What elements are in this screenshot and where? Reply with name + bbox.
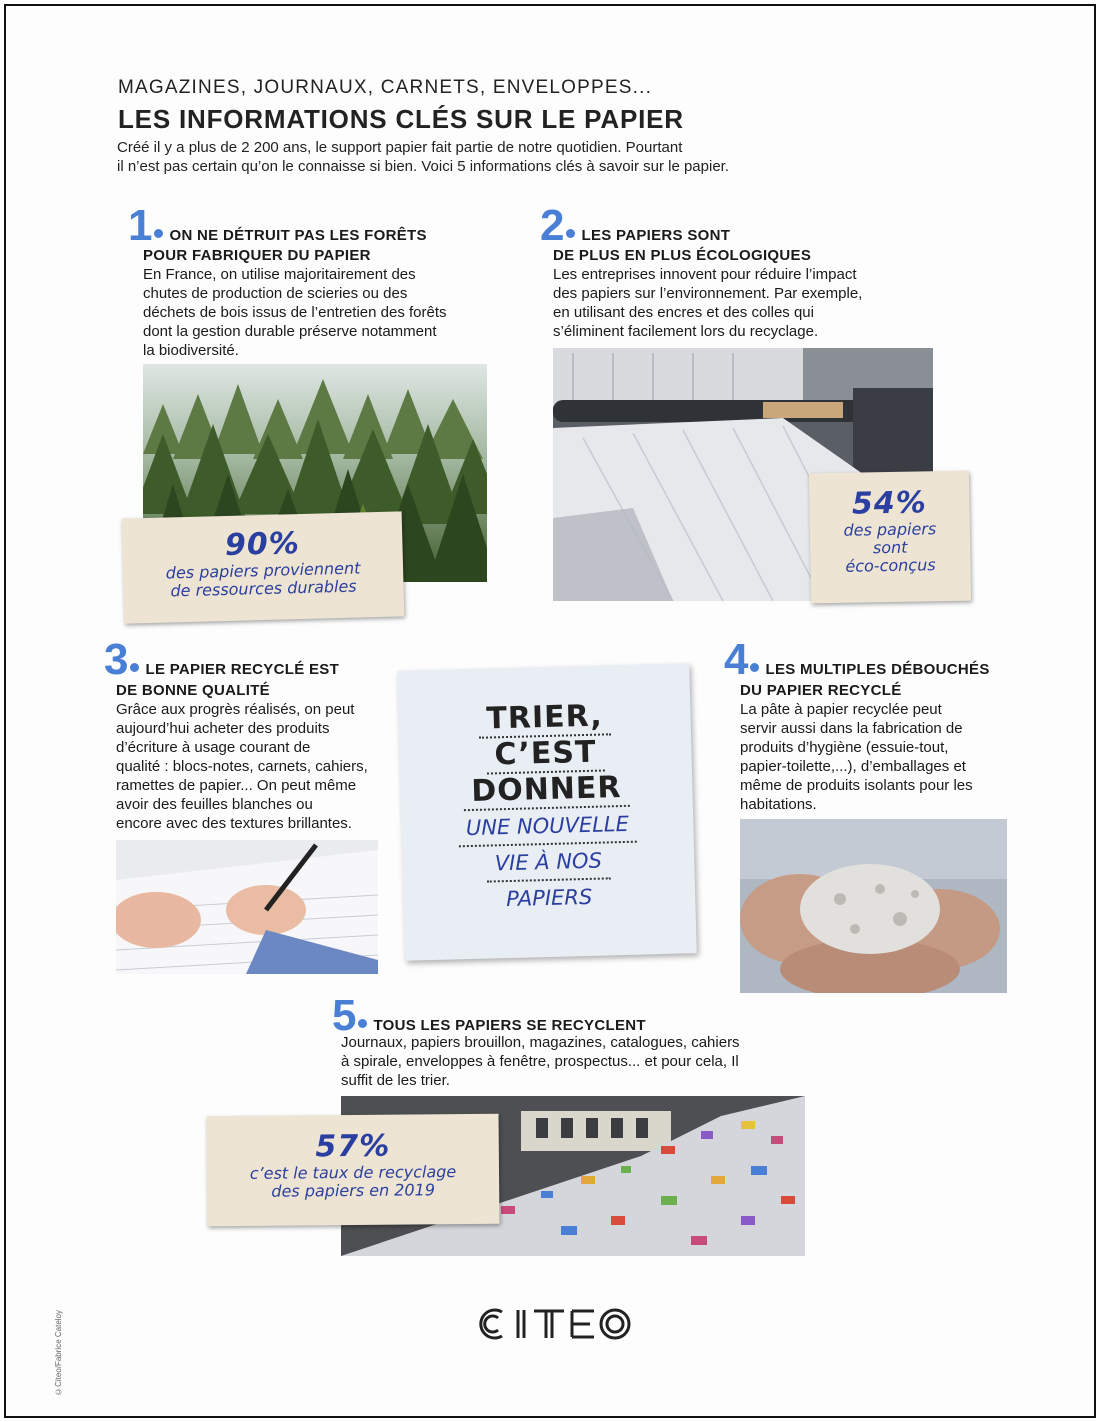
stat-value: 54% [851, 485, 928, 522]
section-2-body [553, 265, 923, 341]
bullet-dot [358, 1019, 367, 1028]
body-line: Les entreprises innovent pour réduire l’impact [553, 266, 857, 283]
body-line: habitations. [740, 796, 817, 813]
body-line: aujourd’hui acheter des produits [116, 720, 330, 737]
section-4-heading [724, 635, 990, 684]
section-heading: TOUS LES PAPIERS SE RECYCLENT [373, 1017, 646, 1034]
body-line: Journaux, papiers brouillon, magazines, catalogues, cahiers [341, 1034, 740, 1051]
section-1-heading [128, 201, 427, 250]
section-5-heading [332, 991, 646, 1040]
body-line: La pâte à papier recyclée peut [740, 701, 942, 718]
stat-text: de ressources durables [170, 576, 357, 601]
body-line: la biodiversité. [143, 342, 239, 359]
writing-photo [116, 840, 378, 974]
body-line: même de produits isolants pour les [740, 777, 973, 794]
stat-note-57 [207, 1114, 500, 1227]
body-line: en utilisant des encres et des colles qui [553, 304, 814, 321]
slogan-text: PAPIERS [505, 884, 593, 912]
section-number: 2 [540, 201, 565, 250]
intro-text [117, 138, 817, 176]
section-heading: LES MULTIPLES DÉBOUCHÉS [765, 661, 990, 678]
stat-note-54 [809, 471, 971, 604]
slogan-text: TRIER, [478, 699, 611, 738]
body-line: En France, on utilise majoritairement des [143, 266, 416, 283]
body-line: suffit de les trier. [341, 1072, 450, 1089]
body-line: à spirale, enveloppes à fenêtre, prospectus... et pour cela, Il [341, 1053, 739, 1070]
slogan-text: UNE NOUVELLE [457, 807, 637, 848]
stat-text: des papiers proviennent [165, 558, 361, 583]
body-line: papier-toilette,...), d’emballages et [740, 758, 966, 775]
section-heading-line2: DE BONNE QUALITÉ [116, 682, 270, 699]
bullet-dot [750, 663, 759, 672]
body-line: dont la gestion durable préserve notamment [143, 323, 437, 340]
slogan-text: C’EST [486, 735, 605, 774]
section-heading-line2: DE PLUS EN PLUS ÉCOLOGIQUES [553, 247, 812, 264]
body-line: qualité : blocs-notes, carnets, cahiers, [116, 758, 368, 775]
section-number: 3 [104, 635, 129, 684]
bullet-dot [130, 663, 139, 672]
section-number: 4 [724, 635, 749, 684]
section-2-heading [540, 201, 731, 250]
section-3-heading [104, 635, 340, 684]
section-heading-line2: DU PAPIER RECYCLÉ [740, 682, 902, 699]
section-5-body [341, 1033, 811, 1090]
intro-line: il n’est pas certain qu’on le connaisse si bien. Voici 5 informations clés à savoir sur le papier. [117, 158, 729, 175]
hands-pulp-photo [740, 819, 1007, 993]
section-1-body [143, 265, 493, 360]
section-4-body [740, 700, 1040, 814]
slogan-card [397, 663, 696, 961]
citeo-logo [472, 1306, 632, 1342]
body-line: s’éliminent facilement lors du recyclage. [553, 323, 819, 340]
stat-text: des papiers en 2019 [271, 1180, 436, 1201]
slogan-text: VIE À NOS [486, 843, 610, 882]
section-heading: ON NE DÉTRUIT PAS LES FORÊTS [169, 227, 427, 244]
body-line: Grâce aux progrès réalisés, on peut [116, 701, 355, 718]
section-heading: LES PAPIERS SONT [581, 227, 731, 244]
section-number: 5 [332, 991, 357, 1040]
stat-text: éco-conçus [845, 555, 936, 576]
bullet-dot [154, 229, 163, 238]
section-3-body [116, 700, 406, 833]
body-line: déchets de bois issus de l’entretien des forêts [143, 304, 447, 321]
stat-text: c’est le taux de recyclage [249, 1162, 457, 1183]
body-line: servir aussi dans la fabrication de [740, 720, 963, 737]
body-line: produits d’hygiène (essuie-tout, [740, 739, 949, 756]
body-line: ramettes de papier... On peut même [116, 777, 357, 794]
intro-line: Créé il y a plus de 2 200 ans, le support papier fait partie de notre quotidien. Pourtant [117, 139, 683, 156]
section-heading: LE PAPIER RECYCLÉ EST [145, 661, 340, 678]
slogan-text: DONNER [463, 771, 630, 811]
stat-value: 90% [224, 526, 301, 563]
photo-credit: ©Citeo/Fabrice Cateloy [54, 1310, 63, 1396]
page-title: LES INFORMATIONS CLÉS SUR LE PAPIER [118, 104, 684, 134]
kicker: MAGAZINES, JOURNAUX, CARNETS, ENVELOPPES... [118, 77, 653, 98]
body-line: avoir des feuilles blanches ou [116, 796, 313, 813]
stat-text: sont [872, 537, 908, 558]
bullet-dot [566, 229, 575, 238]
stat-text: des papiers [843, 519, 937, 540]
body-line: d’écriture à usage courant de [116, 739, 311, 756]
section-heading-line2: POUR FABRIQUER DU PAPIER [143, 247, 371, 264]
stat-note-90 [122, 511, 405, 623]
body-line: chutes de production de scieries ou des [143, 285, 408, 302]
stat-value: 57% [315, 1128, 391, 1165]
section-number: 1 [128, 201, 153, 250]
body-line: encore avec des textures brillantes. [116, 815, 352, 832]
body-line: des papiers sur l’environnement. Par exemple, [553, 285, 863, 302]
